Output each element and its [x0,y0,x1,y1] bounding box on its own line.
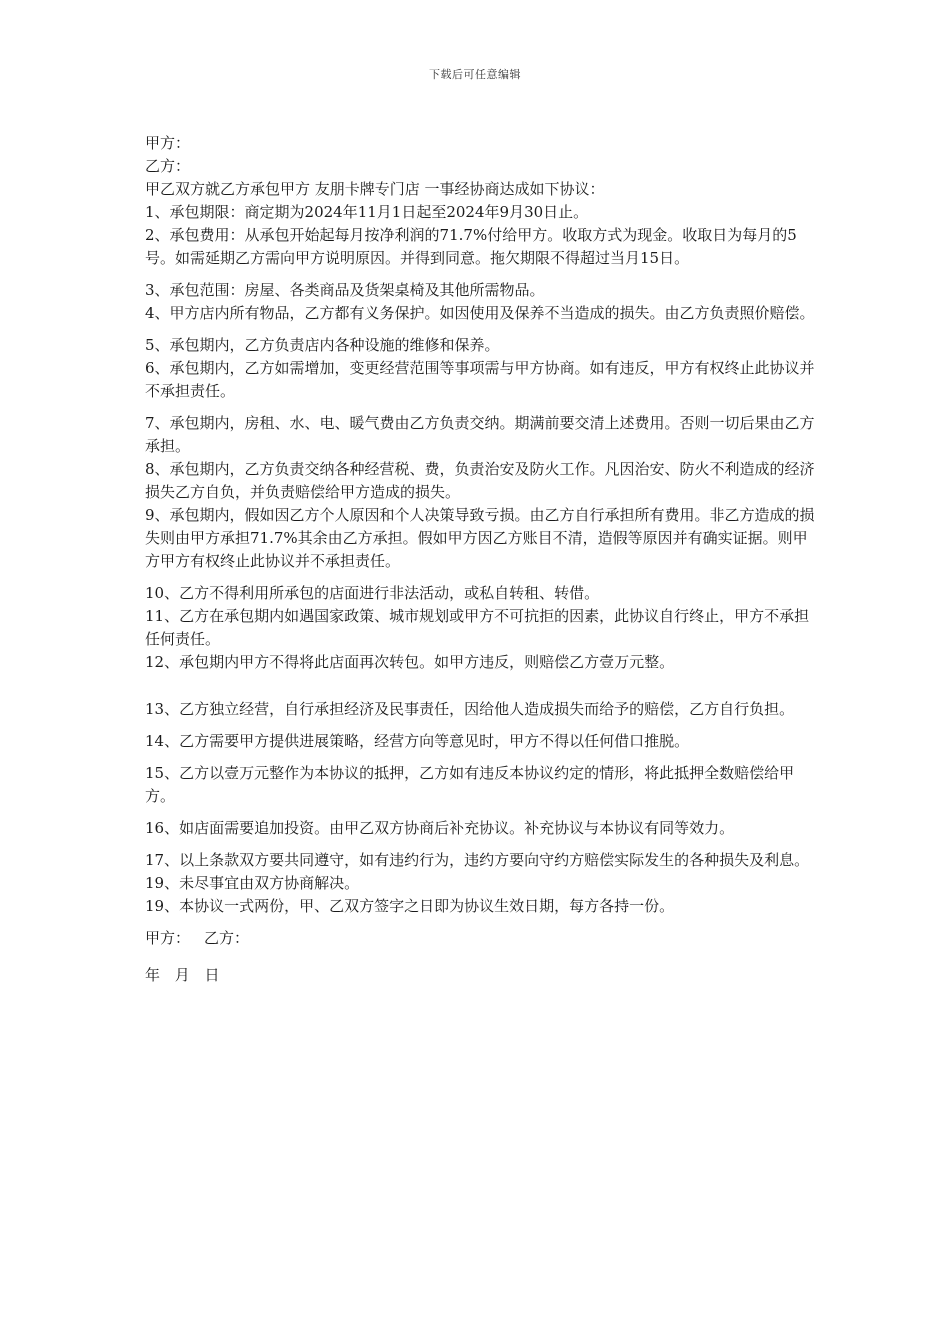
clause-1: 1、承包期限：商定期为2024年11月1日起至2024年9月30日止。 [145,203,589,221]
clause-15: 15、乙方以壹万元整作为本协议的抵押，乙方如有违反本协议约定的情形，将此抵押全数赔偿给甲方。 [145,764,795,805]
clause-11: 11、乙方在承包期内如遇国家政策、城市规划或甲方不可抗拒的因素，此协议自行终止，甲方不承担任何责任。 [145,607,810,648]
contract-body [145,132,815,987]
signature-date: 年 月 日 [145,966,225,984]
clause-12: 12、承包期内甲方不得将此店面再次转包。如甲方违反，则赔偿乙方壹万元整。 [145,653,675,671]
clause-19a: 19、未尽事宜由双方协商解决。 [145,874,360,892]
clause-2: 2、承包费用：从承包开始起每月按净利润的71.7%付给甲方。收取方式为现金。收取日为每月的5号。如需延期乙方需向甲方说明原因。并得到同意。拖欠期限不得超过当月15日。 [145,226,797,267]
party-a-line: 甲方： [145,134,191,152]
header-note: 下载后可任意编辑 [429,68,521,81]
signature-party-a: 甲方： [145,929,191,947]
clause-8: 8、承包期内，乙方负责交纳各种经营税、费，负责治安及防火工作。凡因治安、防火不利造成的经济损失乙方自负，并负责赔偿给甲方造成的损失。 [145,460,815,501]
clause-4: 4、甲方店内所有物品，乙方都有义务保护。如因使用及保养不当造成的损失。由乙方负责照价赔偿。 [145,304,815,322]
clause-14: 14、乙方需要甲方提供进展策略，经营方向等意见时，甲方不得以任何借口推脱。 [145,732,690,750]
clause-3: 3、承包范围：房屋、各类商品及货架桌椅及其他所需物品。 [145,281,545,299]
signature-party-b: 乙方： [204,929,250,947]
signature-line [145,927,815,950]
clause-19b: 19、本协议一式两份，甲、乙双方签字之日即为协议生效日期，每方各持一份。 [145,897,675,915]
contract-intro: 甲乙双方就乙方承包甲方 友朋卡牌专门店 一事经协商达成如下协议： [145,180,605,198]
clause-9: 9、承包期内，假如因乙方个人原因和个人决策导致亏损。由乙方自行承担所有费用。非乙方造成的损失则由甲方承担71.7%其余由乙方承担。假如甲方因乙方账目不清，造假等原因并有确实证据。则甲方甲方有权终止此协议并不承担责任。 [145,506,815,570]
clause-5: 5、承包期内，乙方负责店内各种设施的维修和保养。 [145,336,500,354]
clause-17: 17、以上条款双方要共同遵守，如有违约行为，违约方要向守约方赔偿实际发生的各种损失及利息。 [145,851,810,869]
clause-7: 7、承包期内，房租、水、电、暖气费由乙方负责交纳。期满前要交清上述费用。否则一切后果由乙方承担。 [145,414,815,455]
clause-13: 13、乙方独立经营，自行承担经济及民事责任，因给他人造成损失而给予的赔偿，乙方自行负担。 [145,700,795,718]
clause-6: 6、承包期内，乙方如需增加，变更经营范围等事项需与甲方协商。如有违反，甲方有权终止此协议并不承担责任。 [145,359,815,400]
party-b-line: 乙方： [145,157,191,175]
clause-16: 16、如店面需要追加投资。由甲乙双方协商后补充协议。补充协议与本协议有同等效力。 [145,819,735,837]
clause-10: 10、乙方不得利用所承包的店面进行非法活动，或私自转租、转借。 [145,584,600,602]
